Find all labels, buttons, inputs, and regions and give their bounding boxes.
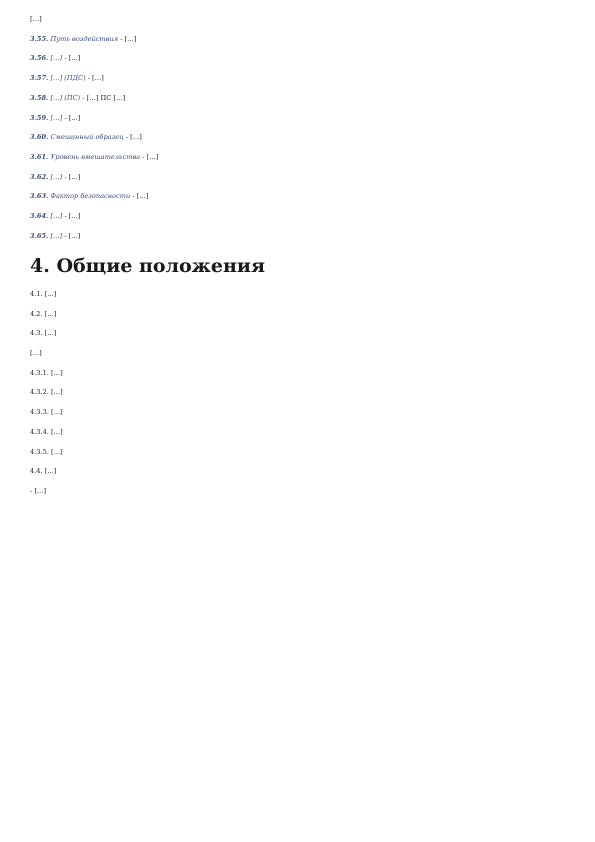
definition-term: Смешанный образец <box>50 133 124 142</box>
definition-text: […] ПС […] <box>86 93 126 102</box>
definition-term: […] <box>50 231 63 240</box>
task-4-3-3: 4.3.3. […] <box>30 408 63 417</box>
definition-text: […] <box>130 133 142 142</box>
definition-text: […] <box>124 34 137 43</box>
definition-3-59: 3.59. […] - […] <box>30 113 81 122</box>
definition-text: […] <box>146 152 159 161</box>
definition-term: Путь воздействия <box>50 34 119 43</box>
definition-number: 3.63. <box>30 192 49 201</box>
definition-text: […] <box>68 212 81 221</box>
definition-term: Фактор безопасности <box>50 192 131 201</box>
definition-term: […] <box>50 172 63 181</box>
definition-term: Уровень вмешательства <box>50 152 141 161</box>
definition-3-58: 3.58. […] (ПС) - […] ПС […] <box>30 93 126 102</box>
task-4-3-2: 4.3.2. […] <box>30 388 63 397</box>
definition-text: […] <box>68 231 81 240</box>
definition-number: 3.65. <box>30 231 49 240</box>
tasks-intro: […] <box>30 349 42 358</box>
definition-number: 3.64. <box>30 212 49 221</box>
section-4-4: 4.4. […] <box>30 467 57 476</box>
definition-text: […] <box>68 172 81 181</box>
definition-text: […] <box>136 192 149 201</box>
section-4-1: 4.1. […] <box>30 289 57 298</box>
definition-number: 3.58. <box>30 93 49 102</box>
section-4-3: 4.3. […] <box>30 329 57 338</box>
definition-3-65: 3.65. […] - […] <box>30 231 81 240</box>
list-item: - […] <box>30 486 47 495</box>
definition-3-55: 3.55. Путь воздействия - […] <box>30 34 137 43</box>
definition-number: 3.61. <box>30 152 49 161</box>
section-4-2: 4.2. […] <box>30 309 57 318</box>
definition-3-60: 3.60. Смешанный образец - […] <box>30 133 142 142</box>
definition-number: 3.55. <box>30 34 49 43</box>
definition-number: 3.60. <box>30 133 49 142</box>
definition-number: 3.57. <box>30 74 49 83</box>
definition-text: […] <box>92 74 104 83</box>
definition-text: […] <box>68 113 81 122</box>
definition-number: 3.62. <box>30 172 49 181</box>
task-4-3-5: 4.3.5. […] <box>30 447 63 456</box>
section-heading: 4. Общие положения <box>30 254 265 277</box>
definition-number: 3.59. <box>30 113 49 122</box>
definition-3-64: 3.64. […] - […] <box>30 212 81 221</box>
definition-term: […] (ПДС) <box>50 74 86 83</box>
task-4-3-1: 4.3.1. […] <box>30 368 63 377</box>
definition-number: 3.56. <box>30 54 49 63</box>
definition-term: […] <box>50 212 63 221</box>
definition-term: […] (ПС) <box>50 93 81 102</box>
definition-text: […] <box>68 54 81 63</box>
intro-paragraph: […] <box>30 15 42 23</box>
definition-term: […] <box>50 54 63 63</box>
definition-3-62: 3.62. […] - […] <box>30 172 81 181</box>
definition-3-61: 3.61. Уровень вмешательства - […] <box>30 152 159 161</box>
task-4-3-4: 4.3.4. […] <box>30 427 63 436</box>
definition-3-56: 3.56. […] - […] <box>30 54 81 63</box>
definition-3-57: 3.57. […] (ПДС) - […] <box>30 74 104 83</box>
definition-3-63: 3.63. Фактор безопасности - […] <box>30 192 149 201</box>
definition-term: […] <box>50 113 63 122</box>
